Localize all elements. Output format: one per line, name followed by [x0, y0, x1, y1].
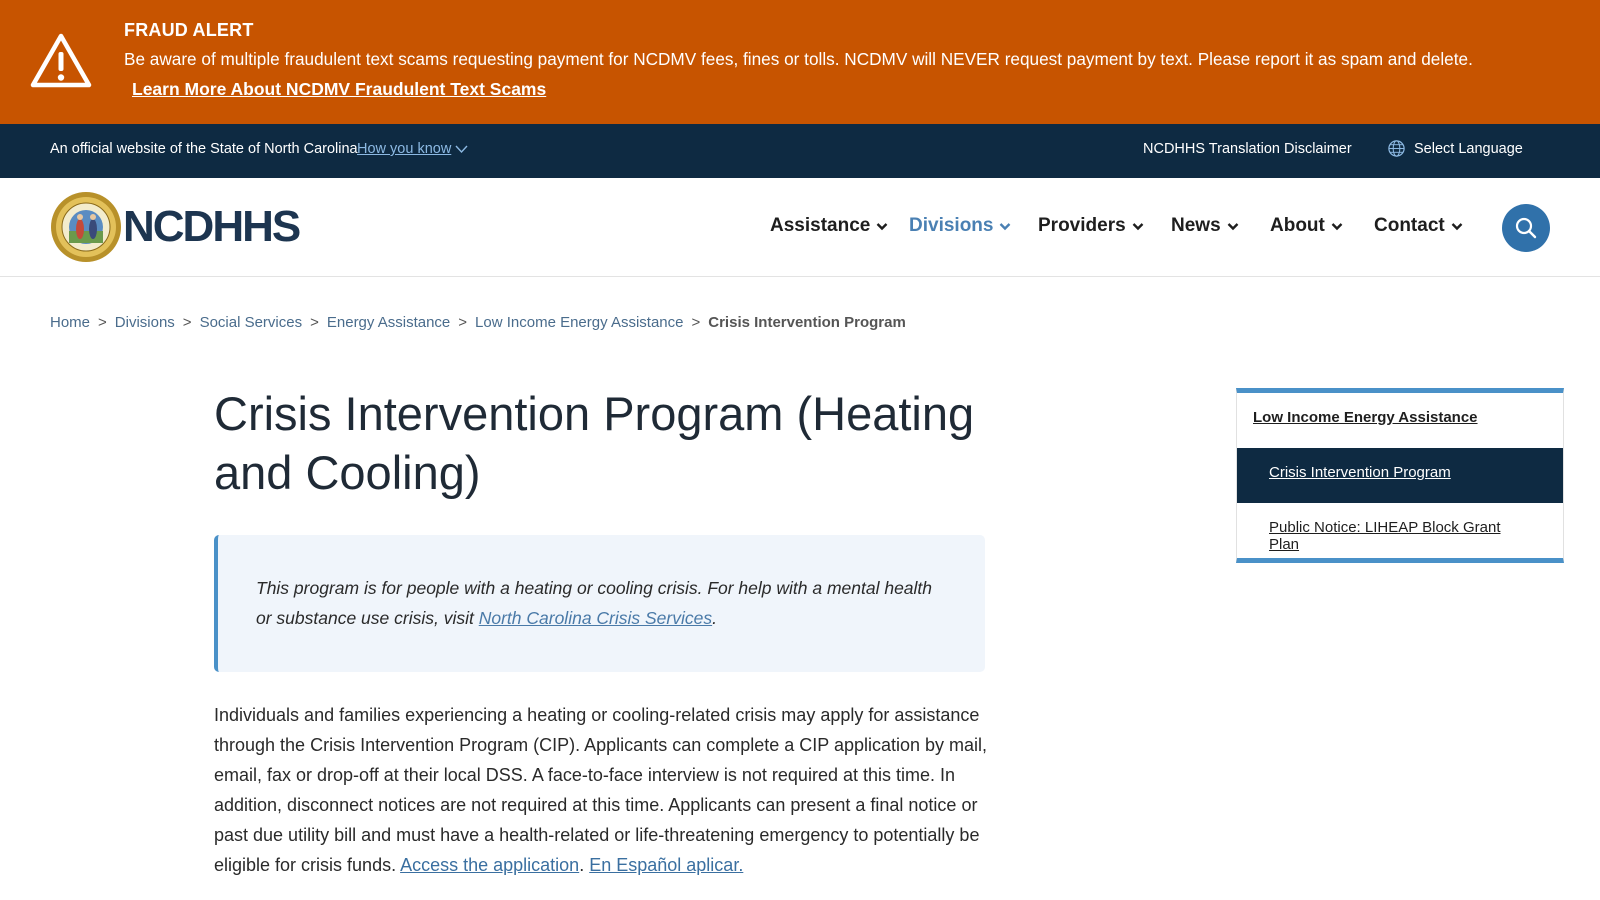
- nav-label: Providers: [1038, 215, 1126, 236]
- warning-triangle-icon: [30, 33, 92, 89]
- alert-message: Be aware of multiple fraudulent text scams requesting payment for NCDMV fees, fines or tolls. NCDMV will NEVER request payment by text. Please report it as spam and delete.: [124, 49, 1473, 69]
- breadcrumb-divisions[interactable]: Divisions: [114, 314, 175, 331]
- fraud-alert-banner: [0, 0, 1600, 124]
- crisis-callout: [214, 535, 985, 672]
- nav-label: Contact: [1374, 215, 1445, 236]
- chevron-down-icon: [1227, 222, 1239, 231]
- translation-disclaimer-link[interactable]: NCDHHS Translation Disclaimer: [1143, 141, 1352, 157]
- sidenav-item-crisis-intervention[interactable]: Crisis Intervention Program: [1237, 448, 1563, 503]
- page-title: Crisis Intervention Program (Heating and Cooling): [214, 387, 975, 499]
- link-separator: .: [579, 855, 590, 875]
- breadcrumb-social-services[interactable]: Social Services: [199, 314, 303, 331]
- official-website-bar: [0, 124, 1600, 178]
- nav-contact[interactable]: [1374, 215, 1463, 237]
- callout-text-end: .: [712, 608, 717, 628]
- chevron-down-icon: [999, 222, 1011, 231]
- spanish-application-link[interactable]: En Español aplicar.: [589, 855, 744, 875]
- site-header: [0, 178, 1600, 277]
- breadcrumb-separator: >: [182, 314, 192, 331]
- breadcrumb-current: Crisis Intervention Program: [708, 314, 906, 331]
- how-you-know-link[interactable]: How you know: [357, 141, 452, 157]
- nc-crisis-services-link[interactable]: North Carolina Crisis Services: [478, 608, 713, 628]
- breadcrumb: [50, 314, 906, 331]
- sidenav-heading-link[interactable]: Low Income Energy Assistance: [1253, 409, 1478, 426]
- callout-text: [256, 573, 946, 633]
- section-sidenav: [1236, 388, 1564, 563]
- nav-about[interactable]: [1270, 215, 1343, 237]
- callout-text-start: This program is for people with a heating or cooling crisis. For help with a mental health or substance use crisis, visit: [256, 578, 933, 628]
- description-text: Individuals and families experiencing a heating or cooling-related crisis may apply for assistance through the Crisis Intervention Program (CIP). Applicants can complete a CIP application by mail, email, fax or drop-off at their local DSS. A face-to-face interview is not required at this time. In addition, disconnect notices are not required at this time. Applicants can present a final notice or past due utility bill and must have a health-related or life-threatening emergency to potentially be eligible for crisis funds.: [214, 705, 988, 875]
- chevron-down-icon[interactable]: [455, 144, 468, 154]
- breadcrumb-separator: >: [98, 314, 107, 331]
- breadcrumb-home[interactable]: Home: [50, 314, 91, 331]
- nav-label: Divisions: [909, 215, 994, 236]
- official-website-text: An official website of the State of North Carolina: [50, 141, 358, 157]
- nav-label: News: [1171, 215, 1221, 236]
- fraud-scams-link[interactable]: Learn More About NCDMV Fraudulent Text Scams: [132, 79, 547, 99]
- nav-divisions[interactable]: [909, 215, 1011, 237]
- breadcrumb-separator: >: [310, 314, 319, 331]
- alert-title: FRAUD ALERT: [124, 20, 254, 40]
- globe-icon: [1387, 139, 1406, 158]
- breadcrumb-separator: >: [691, 314, 701, 331]
- select-language-button[interactable]: Select Language: [1414, 141, 1523, 157]
- search-button[interactable]: [1502, 204, 1550, 252]
- nav-label: Assistance: [770, 215, 871, 236]
- breadcrumb-separator: >: [458, 314, 468, 331]
- nc-state-seal-logo[interactable]: [50, 191, 122, 263]
- chevron-down-icon: [876, 222, 888, 231]
- ncdhhs-wordmark[interactable]: NCDHHS: [123, 202, 300, 251]
- program-description: [214, 700, 1004, 880]
- nav-label: About: [1270, 215, 1325, 236]
- sidenav-item-liheap-notice[interactable]: Public Notice: LIHEAP Block Grant Plan: [1269, 519, 1501, 553]
- search-icon: [1514, 216, 1538, 240]
- nav-assistance[interactable]: [770, 215, 888, 237]
- chevron-down-icon: [1331, 222, 1343, 231]
- chevron-down-icon: [1451, 222, 1463, 231]
- nav-news[interactable]: [1171, 215, 1239, 237]
- chevron-down-icon: [1132, 222, 1144, 231]
- breadcrumb-low-income-energy[interactable]: Low Income Energy Assistance: [475, 314, 684, 331]
- access-application-link[interactable]: Access the application: [400, 855, 580, 875]
- breadcrumb-energy-assistance[interactable]: Energy Assistance: [326, 314, 451, 331]
- nav-providers[interactable]: [1038, 215, 1144, 237]
